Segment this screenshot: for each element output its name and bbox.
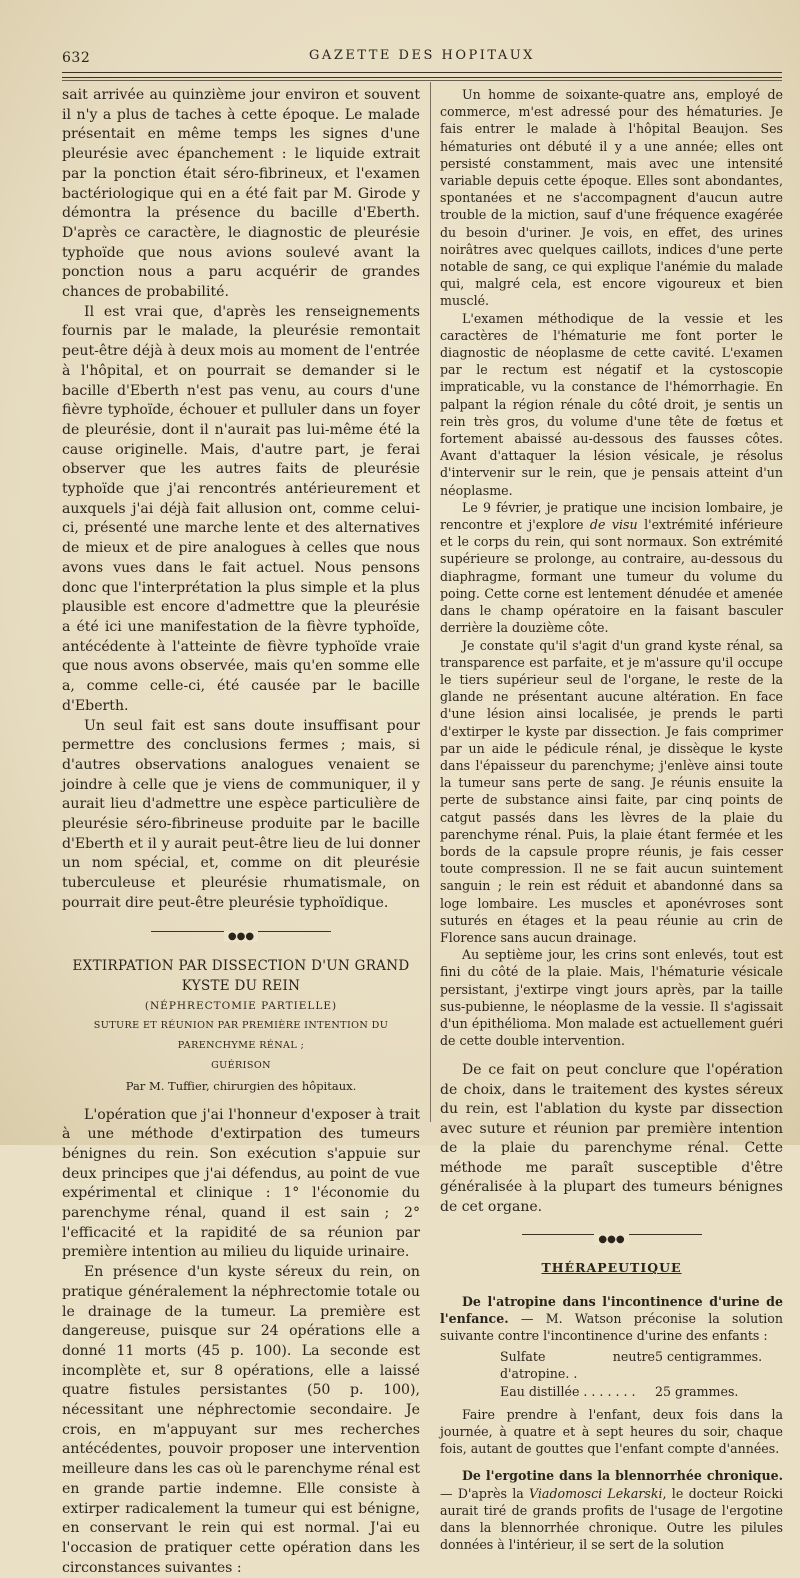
paragraph: L'opération que j'ai l'honneur d'exposer à trait à une méthode d'extirpation des tumeurs bénignes du rein. Son exécution s'appuie sur deux principes que j'ai défendus, au point de vue expérimental et clinique : 1° l'économie du parenchyme rénal, quand il est sain ; 2° l'efficacité et la rapidité de sa réunion par première intention au milieu du liquide urinaire. xyxy=(62,1106,420,1261)
paragraph: En présence d'un kyste séreux du rein, on pratique généralement la néphrectomie totale ou le drainage de la tumeur. La première est dangereuse, puisque sur 24 opérations elle a donné 11 morts (45 p. 100). La seconde est incomplète et, sur 8 opérations, elle a laissé quatre fistules persistantes (50 p. 100), nécessitant une néphrectomie secondaire. Je crois, en m'appuyant sur mes recherches antécédentes, pouvoir proposer une intervention meilleure dans les cas où le parenchyme rénal est en grande partie indemne. Elle consiste à extirper radicalement la tumeur qui est bénigne, en conservant le rein qui est normal. J'ai eu l'occasion de pratiquer cette opération dans les circonstances suivantes : xyxy=(62,1264,420,1576)
article-title: EXTIRPATION PAR DISSECTION D'UN GRAND KYSTE DU REIN xyxy=(72,957,410,994)
paragraph: Un seul fait est sans doute insuffisant pour permettre des conclusions fermes ; mais, si d'autres observations analogues venaient se joindre à celle que je viens de communiquer, il y aurait lieu d'admettre une espèce particulière de pleurésie séro-fibrineuse produite par le bacille d'Eberth et il y aurait peut-être lieu de lui donner un nom spécial, et, comme on dit pleurésie tuberculeuse et pleurésie rhumatismale, on pourrait dire peut-être pleurésie typhoïdique. xyxy=(62,717,420,911)
italic-text: de visu xyxy=(589,517,638,533)
recipe-amount: 5 centigrammes. xyxy=(655,1349,763,1365)
entry-title: De l'ergotine dans la blennorrhée chronique. xyxy=(462,1468,783,1484)
text-run: l'extrémité inférieure et le corps du rein, qui sont normaux. Son extrémité supérieure se prolonge, au contraire, au-dessous du diaphragme, formant une tumeur du volume du poing. Cette corne est lentement dénudée et amenée dans le champ opératoire en la faisant basculer derrière la douzième côte. xyxy=(440,517,783,636)
header-rule xyxy=(62,80,782,81)
paragraph: Un homme de soixante-quatre ans, employé de commerce, m'est adressé pour des hématuries. Je fais entrer le malade à l'hôpital Beaujon. Ses hématuries ont débuté il y a une année; elles ont persisté constamment, mais avec une intensité variable depuis cette époque. Elles sont abondantes, spontanées et ne s'accompagnent d'aucun autre trouble de la miction, sauf d'une fréquence exagérée du besoin d'uriner. Je vois, en effet, des urines noirâtres avec quelques caillots, indices d'une perte notable de sang, ce qui explique l'anémie du malade qui, malgré cela, est encore vigoureux et bien musclé. xyxy=(440,87,783,309)
running-title: GAZETTE DES HOPITAUX xyxy=(309,48,535,63)
paragraph: Faire prendre à l'enfant, deux fois dans la journée, à quatre et à sept heures du soir, chaque fois, autant de gouttes que l'enfant compte d'années. xyxy=(440,1406,783,1457)
recipe-ingredient: Eau distillée . . . . . . . xyxy=(500,1383,636,1399)
paragraph: L'examen méthodique de la vessie et les caractères de l'hématurie me font porter le diagnostic de néoplasme de cette cavité. L'examen par le rectum est négatif et la cystoscopie impraticable, vu la constance de l'hémorrhagie. En palpant la région rénale du côté droit, je sentis un rein très gros, du volume d'une tête de fœtus et fortement abaissé au-dessous des fausses côtes. Avant d'attaquer la lésion vésicale, je résolus d'intervenir sur le rein, que je pensais atteint d'un néoplasme. xyxy=(440,310,783,498)
article-subtitle-3: GUÉRISON xyxy=(211,1059,271,1071)
italic-text: Viadomosci Lekarski xyxy=(529,1485,663,1501)
section-title: THÉRAPEUTIQUE xyxy=(541,1260,682,1276)
ornament-divider: ●●● xyxy=(522,1231,702,1239)
recipe-line xyxy=(500,1383,783,1400)
recipe-amount: 25 grammes. xyxy=(655,1383,739,1399)
paragraph: sait arrivée au quinzième jour environ et souvent il n'y a plus de taches à cette époque. Le malade présentait en même temps les signes d'une pleurésie avec épanchement : le liquide extrait par la ponction était séro-fibrineux, et l'examen bactériologique qui en a été fait par M. Girode y démontra la présence du bacille d'Eberth. D'après ce caractère, le diagnostic de pleurésie typhoïde que nous avions soulevé avant la ponction nous a paru acquérir de grandes chances de probabilité. xyxy=(62,87,420,301)
text-run: Le 9 février, je pratique une incision lombaire, je rencontre et j'explore xyxy=(440,499,783,533)
article-subtitle: (NÉPHRECTOMIE PARTIELLE) xyxy=(144,999,338,1012)
conclusion-paragraph: De ce fait on peut conclure que l'opération de choix, dans le traitement des kystes séreux du rein, est l'ablation du kyste par dissection avec suture et réunion par première intention de la plaie du parenchyme rénal. Cette méthode me paraît susceptible d'être généralisée à la plupart des tumeurs bénignes de cet organe. xyxy=(440,1062,783,1215)
text-run: — M. Watson préconise la solution suivante contre l'incontinence d'urine des enfants : xyxy=(440,1310,783,1343)
ornament-divider: ●●● xyxy=(151,928,331,936)
column-divider xyxy=(430,82,431,1122)
paragraph xyxy=(440,1467,783,1553)
left-column xyxy=(62,86,420,1578)
paragraph: Il est vrai que, d'après les renseignements fournis par le malade, la pleurésie remontait peut-être déjà à deux mois au moment de l'entrée à l'hôpital, et on pourrait se demander si le bacille d'Eberth n'est pas venu, au cours d'une fièvre typhoïde, échouer et pulluler dans un foyer de pleurésie, dont il n'aurait pas lui-même été la cause originelle. Mais, d'autre part, je ferai observer que les autres faits de pleurésie typhoïde que j'ai rencontrés antérieurement et auxquels j'ai déjà fait allusion ont, comme celui-ci, présenté une marche lente et des alternatives de mieux et de pire analogues à celles que nous avons vues dans le fait actuel. Nous pensons donc que l'interprétation la plus simple et la plus plausible est encore d'admettre que la pleurésie a été ici une manifestation de la fièvre typhoïde, antécédente à l'atteinte de fièvre typhoïde vraie que nous avons observée, mais qu'en somme elle a, comme celle-ci, été causée par le bacille d'Eberth. xyxy=(62,303,420,714)
text-run: , le docteur Roicki aurait tiré de grands profits de l'usage de l'ergotine dans la blennorrhée chronique. Outre les pilules données à l'intérieur, il se sert de la solution xyxy=(440,1485,783,1553)
recipe xyxy=(500,1348,783,1400)
recipe-ingredient: Sulfate neutre d'atropine. . xyxy=(500,1349,655,1382)
recipe-line xyxy=(500,1348,783,1382)
article-subtitle-2: SUTURE ET RÉUNION PAR PREMIÈRE INTENTION DU PARENCHYME RÉNAL ; xyxy=(93,1019,389,1051)
right-column xyxy=(440,86,783,1553)
page-header xyxy=(62,46,782,68)
paragraph xyxy=(440,1293,783,1345)
text-run: — D'après la xyxy=(440,1485,530,1501)
paragraph xyxy=(440,499,783,637)
entry-title: De l'atropine dans l'incontinence d'urine de l'enfance. xyxy=(440,1293,783,1326)
article-author: Par M. Tuffier, chirurgien des hôpitaux. xyxy=(125,1078,357,1093)
header-double-rule xyxy=(62,72,782,78)
paragraph: Je constate qu'il s'agit d'un grand kyste rénal, sa transparence est parfaite, et je m'assure qu'il occupe le tiers supérieur seul de l'organe, le reste de la glande ne présentant aucune altération. En face d'une lésion ainsi localisée, je prends le parti d'extirper le kyste par dissection. Je fais comprimer par un aide le pédicule rénal, je dissèque le kyste dans l'épaisseur du parenchyme; j'enlève ainsi toute la tumeur sans perte de sang. Je réunis ensuite la perte de substance ainsi faite, par cinq points de catgut passés dans les lèvres de la plaie du parenchyme rénal. Puis, la plaie étant fermée et les bords de la capsule propre réunis, je fais cesser toute compression. Il ne se fait aucun suintement sanguin ; le rein est réduit et abandonné dans sa loge lombaire. Les muscles et aponévroses sont suturés en étages et la peau réunie au crin de Florence sans aucun drainage. xyxy=(440,637,783,945)
paragraph: Au septième jour, les crins sont enlevés, tout est fini du côté de la plaie. Mais, l'hématurie vésicale persistant, j'extirpe vingt jours après, par la taille sus-pubienne, le néoplasme de la vessie. Il s'agissait d'un épithélioma. Mon malade est actuellement guéri de cette double intervention. xyxy=(440,947,783,1049)
page-number: 632 xyxy=(62,50,91,66)
